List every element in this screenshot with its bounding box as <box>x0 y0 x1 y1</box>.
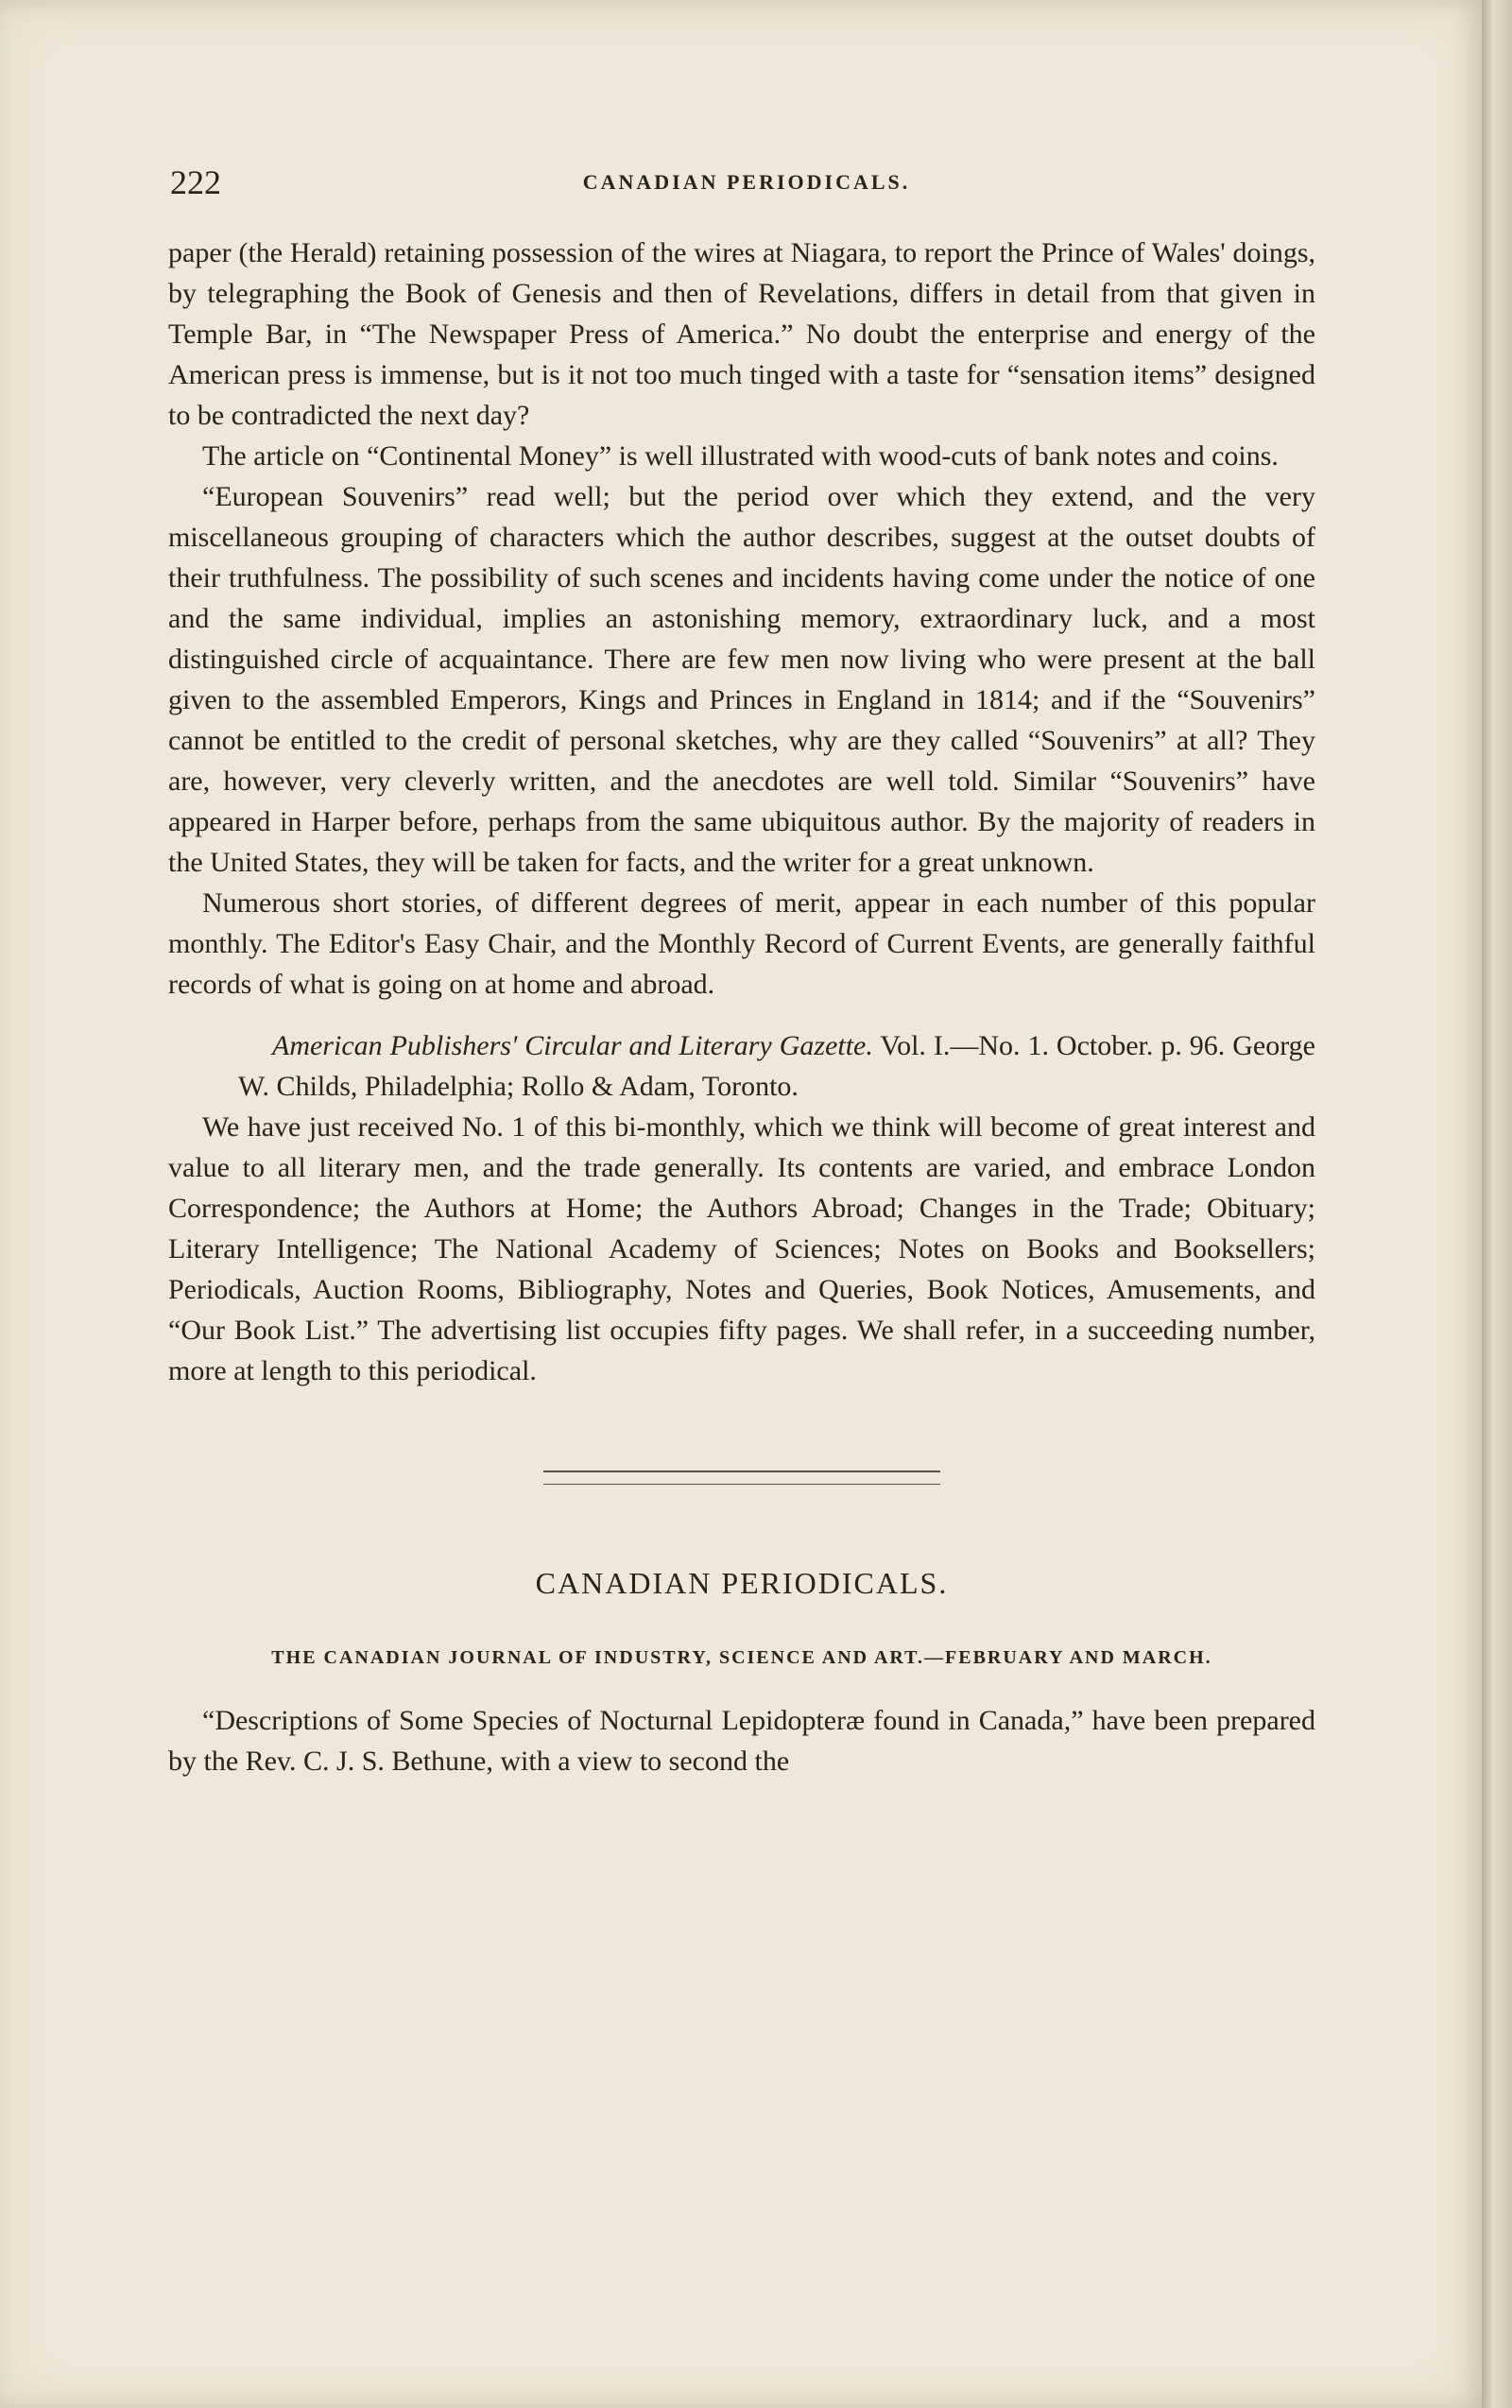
citation-details: Vol. I.—No. 1. October. p. 96. George W. Childs, Philadelphia; Rollo & Adam, Toronto. <box>238 1030 1315 1102</box>
running-head: CANADIAN PERIODICALS. <box>582 170 911 194</box>
paragraph-short-stories: Numerous short stories, of different degrees of merit, appear in each number of this popular monthly. The Editor's Easy Chair, and the Monthly Record of Current Events, are generally faithful records of what is going on at home and abroad. <box>168 887 1315 1000</box>
citation-title: American Publishers' Circular and Literary Gazette. <box>272 1030 873 1061</box>
paragraph-publishers-circular: We have just received No. 1 of this bi-monthly, which we think will become of great interest and value to all literary men, and the trade generally. Its contents are varied, and embrace London Correspondence; the Authors at Home; the Authors Abroad; Changes in the Trade; Obituary; Literary Intelligence; The National Academy of Sciences; Notes on Books and Booksellers; Periodicals, Auction Rooms, Bibliography, Notes and Queries, Book Notices, Amusements, and “Our Book List.” The advertising list occupies fifty pages. We shall refer, in a succeeding number, more at length to this periodical. <box>168 1111 1315 1386</box>
section-title: CANADIAN PERIODICALS. <box>535 1566 949 1600</box>
paragraph-lepidopterae: “Descriptions of Some Species of Nocturnal Lepidopteræ found in Canada,” have been prepared by the Rev. C. J. S. Bethune, with a view to second the <box>168 1705 1315 1777</box>
spacer <box>168 1005 1315 1025</box>
citation-entry <box>168 1025 1315 1107</box>
paragraph-european-souvenirs: “European Souvenirs” read well; but the period over which they extend, and the very miscellaneous grouping of characters which the author describes, suggest at the outset doubts of their truthfulness. The possibility of such scenes and incidents having come under the notice of one and the same individual, implies an astonishing memory, extraordinary luck, and a most distinguished circle of acquaintance. There are few men now living who were present at the ball given to the assembled Emperors, Kings and Princes in England in 1814; and if the “Souvenirs” cannot be entitled to the credit of personal sketches, why are they called “Souvenirs” at all? They are, however, very cleverly written, and the anecdotes are well told. Similar “Souvenirs” have appeared in Harper before, perhaps from the same ubiquitous author. By the majority of readers in the United States, they will be taken for facts, and the writer for a great unknown. <box>168 481 1315 878</box>
page-header <box>170 163 1323 210</box>
paragraph-herald: paper (the Herald) retaining possession of the wires at Niagara, to report the Prince of Wales' doings, by telegraphing the Book of Genesis and then of Revelations, differs in detail from that given in Temple Bar, in “The Newspaper Press of America.” No doubt the enterprise and energy of the American press is immense, but is it not too much tinged with a taste for “sensation items” designed to be contradicted the next day? <box>168 237 1315 431</box>
paragraph-continental-money: The article on “Continental Money” is well illustrated with wood-cuts of bank notes and coins. <box>202 440 1279 472</box>
section-subtitle: THE CANADIAN JOURNAL OF INDUSTRY, SCIENCE AND ART.—FEBRUARY AND MARCH. <box>271 1647 1212 1668</box>
body-text <box>168 232 1315 1781</box>
page-number: 222 <box>170 163 221 201</box>
page-edge <box>1482 0 1512 2408</box>
section-divider <box>543 1471 940 1485</box>
